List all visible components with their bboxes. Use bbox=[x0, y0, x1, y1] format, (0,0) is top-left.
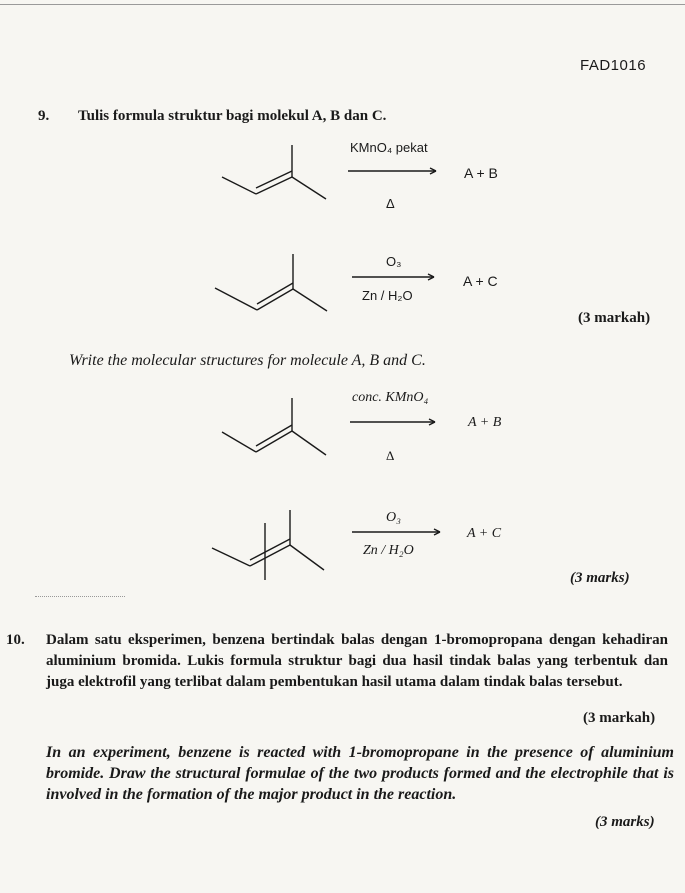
bond bbox=[290, 545, 324, 570]
question-10-english-text: In an experiment, benzene is reacted with 1-bromopropane in the presence of aluminium bromide. Draw the structural formulae of the two products formed and the electrophile that is involved in the formation of the major product in the reaction. bbox=[46, 744, 674, 803]
double-bond-line bbox=[257, 283, 293, 304]
question-9-malay-text: Tulis formula struktur bagi molekul A, B dan C. bbox=[78, 108, 387, 124]
bond bbox=[212, 548, 250, 566]
bond bbox=[222, 177, 256, 194]
question-9-english-text: Write the molecular structures for molecule A, B and C. bbox=[69, 352, 426, 369]
question-9-marks-malay: (3 markah) bbox=[578, 310, 651, 326]
bond bbox=[257, 289, 293, 310]
bond bbox=[222, 432, 256, 452]
double-bond-line bbox=[256, 425, 292, 446]
bond bbox=[293, 289, 327, 311]
question-10-number: 10. bbox=[6, 632, 25, 648]
reaction-4-reagent: O₃ bbox=[386, 510, 401, 525]
bond bbox=[250, 545, 290, 566]
reaction-3-products: A + B bbox=[468, 415, 502, 430]
course-code: FAD1016 bbox=[580, 57, 647, 74]
reaction-3-condition: Δ bbox=[386, 448, 395, 463]
divider-dots bbox=[35, 596, 125, 597]
question-9-number: 9. bbox=[38, 108, 50, 124]
reaction-4-condition: Zn / H₂O bbox=[363, 543, 414, 558]
question-10-marks-malay: (3 markah) bbox=[583, 710, 656, 726]
bond bbox=[215, 288, 257, 310]
bond bbox=[292, 177, 326, 199]
reaction-3-reagent: conc. KMnO₄ bbox=[352, 390, 429, 405]
reaction-1-reagent: KMnO₄ pekat bbox=[350, 140, 428, 155]
bond bbox=[292, 431, 326, 455]
reaction-1-condition: Δ bbox=[386, 196, 395, 211]
question-9-marks-english: (3 marks) bbox=[570, 570, 630, 586]
reaction-4-products: A + C bbox=[467, 526, 502, 541]
question-10-marks-english: (3 marks) bbox=[595, 814, 655, 830]
bond bbox=[256, 431, 292, 452]
reaction-2-products: A + C bbox=[463, 273, 498, 289]
double-bond-line bbox=[250, 539, 290, 560]
reaction-2-condition: Zn / H₂O bbox=[362, 288, 413, 303]
question-10-malay-text: Dalam satu eksperimen, benzena bertindak balas dengan 1-bromopropana dengan kehadiran aluminium bromida. Lukis formula struktur bagi dua hasil tindak balas yang terbentuk dan juga elektrofil yang terlibat dalam pembentukan hasil utama dalam tindak balas tersebut. bbox=[46, 632, 668, 690]
reaction-1-products: A + B bbox=[464, 165, 498, 181]
reaction-2-reagent: O₃ bbox=[386, 254, 402, 269]
